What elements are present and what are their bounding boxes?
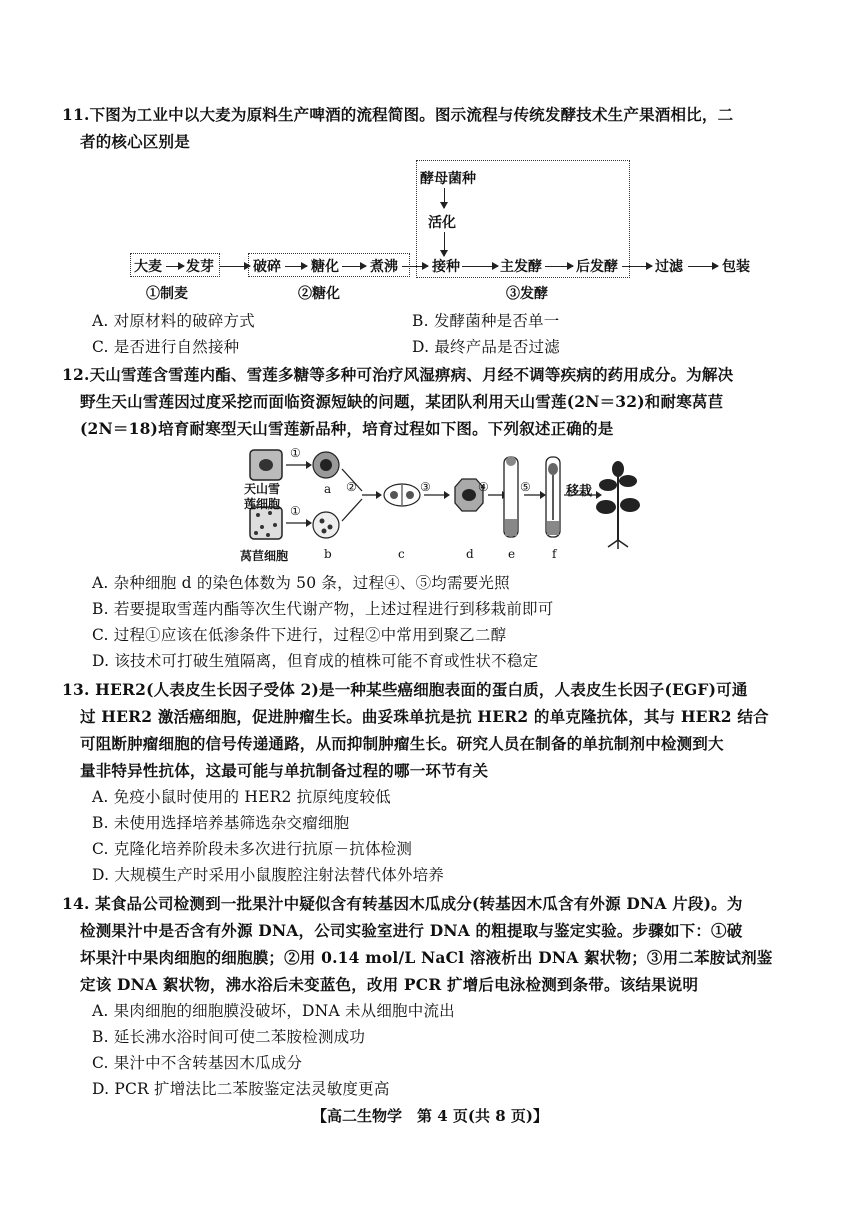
q13-stem-line4: 量非特异性抗体，这最可能与单抗制备过程的哪一环节有关 xyxy=(80,761,489,780)
protoplast-b-icon xyxy=(313,512,339,538)
q14-option-c: C. 果汁中不含转基因木瓜成分 xyxy=(92,1054,303,1072)
step-5-label: ⑤ xyxy=(520,480,531,494)
arrow-1 xyxy=(166,266,184,267)
q11-option-b: B. 发酵菌种是否单一 xyxy=(412,312,560,330)
label-f: f xyxy=(552,547,557,561)
q13-stem-line2: 过 HER2 激活癌细胞，促进肿瘤生长。曲妥珠单抗是抗 HER2 的单克隆抗体，其与 HER2 结合 xyxy=(80,707,769,726)
q13-option-c: C. 克隆化培养阶段未多次进行抗原－抗体检测 xyxy=(92,840,413,858)
step-4-label: ④ xyxy=(478,480,489,494)
q12-option-a: A. 杂种细胞 d 的染色体数为 50 条，过程④、⑤均需要光照 xyxy=(92,574,510,592)
q13-option-b: B. 未使用选择培养基筛选杂交瘤细胞 xyxy=(92,814,350,832)
stage1-label: ①制麦 xyxy=(146,286,188,302)
transplant-label: 移栽 xyxy=(566,484,593,499)
snow-lotus-label-2: 莲细胞 xyxy=(244,497,281,511)
arrow-4 xyxy=(342,266,366,267)
q14-stem-line1: 14. 某食品公司检测到一批果汁中疑似含有转基因木瓜成分(转基因木瓜含有外源 DNA 片段)。为 xyxy=(62,894,743,913)
filter-label: 过滤 xyxy=(655,259,683,275)
arrow-down-2 xyxy=(444,232,445,256)
label-d: d xyxy=(466,547,474,561)
arrow-7 xyxy=(545,266,573,267)
arrow-6 xyxy=(462,266,498,267)
q14-stem-line4: 定该 DNA 絮状物，沸水浴后未变蓝色，改用 PCR 扩增后电泳检测到条带。该结果说明 xyxy=(80,975,699,994)
step-2-label: ② xyxy=(346,480,357,494)
saccharify-label: 糖化 xyxy=(311,259,339,275)
q14-option-d: D. PCR 扩增法比二苯胺鉴定法灵敏度更高 xyxy=(92,1080,390,1098)
stage3-label: ③发酵 xyxy=(506,286,548,302)
stage2-label: ②糖化 xyxy=(298,286,340,302)
boil-label: 煮沸 xyxy=(370,259,398,275)
q12-stem-line1: 12.天山雪莲含雪莲内酯、雪莲多糖等多种可治疗风湿痹病、月经不调等疾病的药用成分。为解决 xyxy=(62,365,734,384)
post-ferment-label: 后发酵 xyxy=(576,259,618,275)
q12-stem-line3: (2N＝18)培育耐寒型天山雪莲新品种，培育过程如下图。下列叙述正确的是 xyxy=(80,419,614,438)
page-footer: 【高二生物学 第 4 页(共 8 页)】 xyxy=(312,1107,548,1125)
label-c: c xyxy=(398,547,405,561)
q11-option-c: C. 是否进行自然接种 xyxy=(92,338,240,356)
q11-option-a: A. 对原材料的破碎方式 xyxy=(92,312,255,330)
q11-stem-line1: 11.下图为工业中以大麦为原料生产啤酒的流程简图。图示流程与传统发酵技术生产果酒相比，二 xyxy=(62,105,734,124)
arrow-2 xyxy=(220,266,250,267)
germinate-label: 发芽 xyxy=(186,259,214,275)
q14-option-a: A. 果肉细胞的细胞膜没破坏，DNA 未从细胞中流出 xyxy=(92,1002,455,1020)
arrow-9 xyxy=(688,266,718,267)
label-b: b xyxy=(324,547,332,561)
arrow-down-1 xyxy=(444,188,445,208)
label-e: e xyxy=(508,547,516,561)
snow-lotus-label-1: 天山雪 xyxy=(244,482,281,496)
q11-stem-line2: 者的核心区别是 xyxy=(80,132,190,151)
step-1b-label: ① xyxy=(290,504,301,518)
arrow-8 xyxy=(622,266,652,267)
barley-label: 大麦 xyxy=(134,259,162,275)
q13-option-a: A. 免疫小鼠时使用的 HER2 抗原纯度较低 xyxy=(92,788,391,806)
q14-stem-line3: 坏果汁中果肉细胞的细胞膜；②用 0.14 mol/L NaCl 溶液析出 DNA 絮状物；③用二苯胺试剂鉴 xyxy=(80,948,773,967)
package-label: 包装 xyxy=(722,259,750,275)
q12-option-c: C. 过程①应该在低渗条件下进行，过程②中常用到聚乙二醇 xyxy=(92,626,507,644)
q12-option-d: D. 该技术可打破生殖隔离，但育成的植株可能不育或性状不稳定 xyxy=(92,652,539,670)
lettuce-cell-label: 莴苣细胞 xyxy=(240,549,289,563)
q13-option-d: D. 大规模生产时采用小鼠腹腔注射法替代体外培养 xyxy=(92,866,445,884)
activate-label: 活化 xyxy=(428,215,456,231)
crush-label: 破碎 xyxy=(253,259,281,275)
step-1a-label: ① xyxy=(290,446,301,460)
inoculate-label: 接种 xyxy=(432,259,460,275)
q11-option-d: D. 最终产品是否过滤 xyxy=(412,338,560,356)
label-a: a xyxy=(324,482,332,496)
yeast-label: 酵母菌种 xyxy=(420,171,476,187)
step-3-label: ③ xyxy=(420,480,431,494)
plant-icon xyxy=(596,461,640,549)
main-ferment-label: 主发酵 xyxy=(500,259,542,275)
q14-stem-line2: 检测果汁中是否含有外源 DNA，公司实验室进行 DNA 的粗提取与鉴定实验。步骤如下：①破 xyxy=(80,921,743,940)
q13-stem-line1: 13. HER2(人表皮生长因子受体 2)是一种某些癌细胞表面的蛋白质，人表皮生长因子(EGF)可通 xyxy=(62,680,748,699)
q12-stem-line2: 野生天山雪莲因过度采挖而面临资源短缺的问题，某团队利用天山雪莲(2N＝32)和耐寒莴苣 xyxy=(80,392,724,411)
q13-stem-line3: 可阻断肿瘤细胞的信号传递通路，从而抑制肿瘤生长。研究人员在制备的单抗制剂中检测到大 xyxy=(80,734,724,753)
arrow-5 xyxy=(402,266,428,267)
q14-option-b: B. 延长沸水浴时间可使二苯胺检测成功 xyxy=(92,1028,366,1046)
arrow-3 xyxy=(285,266,307,267)
q12-option-b: B. 若要提取雪莲内酯等次生代谢产物，上述过程进行到移栽前即可 xyxy=(92,600,554,618)
